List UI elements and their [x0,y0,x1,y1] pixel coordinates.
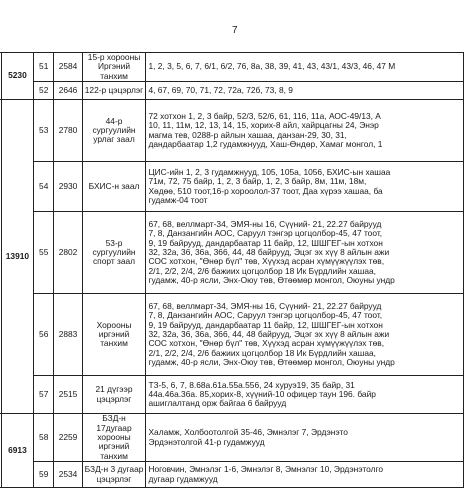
station-venue-cell: БЗД-н 3 дугаар цэцэрлэг [82,462,146,488]
address-line: СОС хотхон, "Өнөр бүл" төв, Хүүхэд асран хүмүүжүүлэх төв, [148,256,385,267]
polling-stations-table [0,52,464,488]
address-line: дандарбаатар 1,2 гудамжнууд, Хаш-Өндөр, Хамаг монгол, 1 [148,139,383,150]
address-line: ЦИС-ийн 1, 2, 3 гудамжнууд, 105, 105а, 1056, БХИС-ын хашаа [148,166,391,177]
address-line: Эрдэнэтолгой 41-р гудамжууд [148,436,265,447]
district-total-voters-cell: 13910 [1,100,33,414]
address-line: ашиглалтанд орж байгаа 6 байрууд [148,398,287,409]
station-voters-cell: 2780 [54,100,82,162]
station-venue-cell: 15-р хорооны Иргэний танхим [82,53,146,82]
address-line: ТЗ-5, 6, 7, 8.68а.61а.55а.556, 24 хуруэ19, 35 байр, 31 [148,379,355,390]
page-number: 7 [232,25,238,36]
address-line: 2/1, 2/2, 2/4, 2/6 бажиих цогцолбор 18 Ик Бүрдлийн хашаа, [148,347,376,358]
address-line: гудамж, 40-р ясли, Энх-Оюу төв, Өтөөмөр монгол, Оюуны ундр [148,357,395,368]
table-row [0,82,464,100]
station-address-cell [146,294,464,376]
address-line: магма тев, 0288-р айлын хашаа, данзан-29, 30, 31, [148,129,347,140]
address-line: дугаар гудамжууд [148,473,218,484]
address-line: СОС хотхон, "Өнөр бүл" төв, Хүүхэд асран хүмүүжүүлэх төв, [148,338,385,349]
address-line: 7, 8, Данзангийн АОС, Саруул тэнгэр цогцолбор-45, 47 тоот, [148,228,383,239]
table-row [0,53,464,82]
station-venue-cell: 122-р цэцэрлэг [82,82,146,100]
station-address-cell [146,53,464,82]
address-line: 71м, 72, 75 байр, 1, 2, 3 байр, 1, 2, 3 байр, 8м, 11м, 18м, [148,176,367,187]
address-line: 4, 67, 69, 70, 71, 72, 72а, 72б, 73, 8, 9 [148,85,293,96]
station-number-cell: 54 [33,162,53,212]
address-line: 72 хотхон 1, 2, 3 байр, 52/3, 52/6, 61, 116, 11а, АОС-49/13, А [148,110,381,121]
station-voters-cell: 2802 [54,212,82,294]
station-address-cell [146,100,464,162]
station-address-cell [146,162,464,212]
table-row [0,162,464,212]
station-address-cell [146,462,464,488]
district-total-voters-cell: 6913 [1,414,33,488]
station-number-cell: 56 [33,294,53,376]
station-venue-cell: 44-р сургуулийн урлаг заал [82,100,146,162]
station-voters-cell: 2259 [54,414,82,462]
address-line: 1, 2, 3, 5, 6, 7, 6/1, 6/2, 76, 8а, 38, 39, 41, 43, 43/1, 43/3, 46, 47 М [148,61,396,72]
table-row [0,376,464,414]
station-venue-cell: БЗД-н 17дугаар хорооны иргэний танхим [82,414,146,462]
address-line: 44а.46а.36а. 85,хорих-8, хүүний-10 офицер таун 196. байр [148,389,376,400]
station-voters-cell: 2883 [54,294,82,376]
station-number-cell: 51 [33,53,53,82]
station-number-cell: 53 [33,100,53,162]
station-venue-cell: БХИС-н заал [82,162,146,212]
table-body [0,53,464,488]
station-number-cell: 55 [33,212,53,294]
address-line: 32, 32а, 36, 36а, 366, 44, 48 байрууд, Эцэг эх хүү 8 айлын ажи [148,329,390,340]
station-number-cell: 58 [33,414,53,462]
station-address-cell [146,82,464,100]
station-voters-cell: 2534 [54,462,82,488]
station-address-cell [146,376,464,414]
station-voters-cell: 2930 [54,162,82,212]
table-row [0,100,464,162]
table-row [0,414,464,462]
address-line: Ноговчин, Эмнэлэг 1-6, Эмнэлэг 8, Эмнэлэг 10, Эрдэнэтолго [148,464,384,475]
station-address-cell [146,212,464,294]
station-number-cell: 59 [33,462,53,488]
address-line: 7, 8, Данзангийн АОС, Саруул тэнгэр цогцолбор-45, 47 тоот, [148,310,383,321]
address-line: 10, 11, 11м, 12, 13, 14, 15, хорих-8 айл, хайрцагны 24, Энэр [148,120,379,131]
station-voters-cell: 2584 [54,53,82,82]
table-row [0,212,464,294]
district-total-voters-cell: 5230 [1,53,33,100]
address-line: 2/1, 2/2, 2/4, 2/6 бажиих цогцолбор 18 Ик Бүрдлийн хашаа, [148,265,376,276]
station-address-cell [146,414,464,462]
address-line: 32, 32а, 36, 36а, 366, 44, 48 байрууд, Эцэг эх хүү 8 айлын ажи [148,247,390,258]
address-line: 67, 68, веллмарт-34, ЭМЯ-ны 16, Сүүний- 21, 22.27 байрууд [148,300,382,311]
station-venue-cell: 21 дүгээр цэцэрлэг [82,376,146,414]
station-voters-cell: 2646 [54,82,82,100]
address-line: гудамж-04 тоот [148,195,208,206]
station-voters-cell: 2515 [54,376,82,414]
station-venue-cell: 53-р сургуулийн спорт заал [82,212,146,294]
station-number-cell: 57 [33,376,53,414]
table-row [0,462,464,488]
address-line: 9, 19 байрууд, дандарбаатар 11 байр, 12, ШШГЕГ-ын хотхон [148,319,383,330]
address-line: 67, 68, веллмарт-34, ЭМЯ-ны 16, Сүүний- 21, 22.27 байрууд [148,218,382,229]
table-row [0,294,464,376]
station-number-cell: 52 [33,82,53,100]
address-line: Хөдөө, 510 тоот,16-р хороолол-37 тоот, Даа хүрээ хашаа, ба [148,185,383,196]
address-line: гудамж, 40-р ясли, Энх-Оюу төв, Өтөөмөр монгол, Оюуны ундр [148,275,395,286]
address-line: 9, 19 байрууд, дандарбаатар 11 байр, 12, ШШГЕГ-ын хотхон [148,237,383,248]
address-line: Халамж, Холбоотолгой 35-46, Эмнэлэг 7, Эрдэнэто [148,427,348,438]
station-venue-cell: Хорооны иргэний танхим [82,294,146,376]
